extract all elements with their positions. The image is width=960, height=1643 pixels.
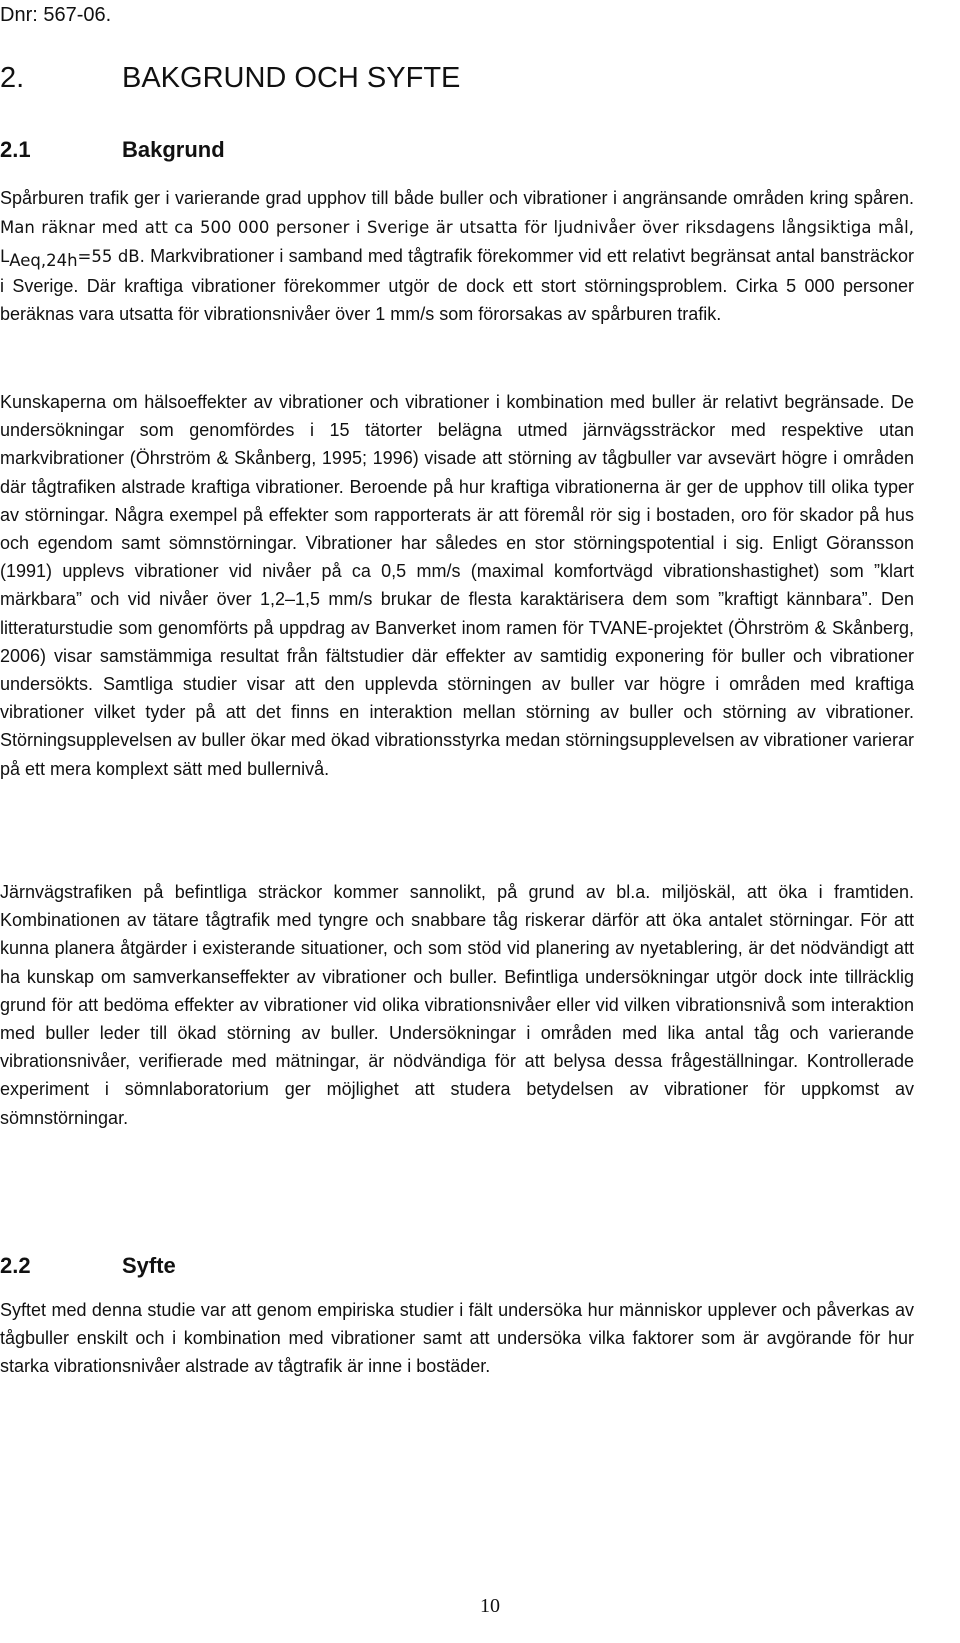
section-title: Syfte: [122, 1253, 176, 1278]
section-title: Bakgrund: [122, 137, 225, 162]
document-reference: Dnr: 567-06.: [0, 4, 112, 26]
section-number: 2.1: [0, 137, 31, 162]
chapter-number: 2.: [0, 62, 25, 94]
page-number: 10: [480, 1595, 500, 1617]
section-heading-purpose: [0, 1250, 920, 1282]
chapter-title: BAKGRUND OCH SYFTE: [122, 62, 461, 94]
paragraph-text: Spårburen trafik ger i varierande grad upphov till både buller och vibrationer i angränsande områden kring spåren.: [0, 188, 914, 208]
paragraph-background-1: [0, 184, 914, 328]
subscript-text: Aeq,24h: [9, 251, 78, 271]
section-heading-background: [0, 134, 920, 166]
paragraph-text: Markvibrationer i samband med tågtrafik förekommer vid ett relativt begränsat antal bansträckor i Sverige. Där kraftiga vibrationer förekommer utgör de dock ett stort störningsproblem. Cirka 5 000 personer beräknas vara utsatta för vibrationsnivåer över 1 mm/s som förorsakas av spårburen trafik.: [0, 246, 914, 324]
chapter-heading: [0, 56, 920, 100]
section-number: 2.2: [0, 1253, 31, 1278]
paragraph-text: =55 dB.: [77, 247, 145, 267]
paragraph-purpose-1: Syftet med denna studie var att genom empiriska studier i fält undersöka hur människor upplever och påverkas av tågbuller enskilt och i kombination med vibrationer samt att undersöka vilka faktorer som är avgörande för hur starka vibrationsnivåer alstrade av tågtrafik är inne i bostäder.: [0, 1300, 914, 1377]
paragraph-text: Man räknar med att ca 500 000 personer i Sverige är utsatta för ljudnivåer över riksdagens långsiktiga mål, L: [0, 218, 914, 267]
paragraph-background-2: Kunskaperna om hälsoeffekter av vibrationer och vibrationer i kombination med buller är relativt begränsade. De undersökningar som genomfördes i 15 tätorter belägna utmed järnvägssträckor med respektive utan markvibrationer (Öhrström & Skånberg, 1995; 1996) visade att störning av tågbuller var avsevärt högre i områden där tågtrafiken alstrade kraftiga vibrationer. Beroende på hur kraftiga vibrationerna är ger de upphov till olika typer av störningar. Några exempel på effekter som rapporterats är att föremål rör sig i bostaden, oro för skador på hus och egendom samt sömnstörningar. Vibrationer har således en stor störningspotential i sig. Enligt Göransson (1991) upplevs vibrationer vid nivåer på ca 0,5 mm/s (maximal komfortvägd vibrationshastighet) som ”klart märkbara” och vid nivåer över 1,2–1,5 mm/s brukar de flesta karaktärisera dem som ”kraftigt kännbara”. Den litteraturstudie som genomförts på uppdrag av Banverket inom ramen för TVANE-projektet (Öhrström & Skånberg, 2006) visar samstämmiga resultat från fältstudier där effekter av samtidig exponering för buller och vibrationer undersökts. Samtliga studier visar att den upplevda störningen av buller var högre i områden med kraftiga vibrationer vilket tyder på att det finns en interaktion mellan störning av buller och störning av vibrationer. Störningsupplevelsen av buller ökar med ökad vibrationsstyrka medan störningsupplevelsen av vibrationer varierar på ett mera komplext sätt med bullernivå.: [0, 392, 914, 779]
paragraph-background-3: Järnvägstrafiken på befintliga sträckor kommer sannolikt, på grund av bl.a. miljöskäl, att öka i framtiden. Kombinationen av tätare tågtrafik med tyngre och snabbare tåg riskerar därför att öka antalet störningar. För att kunna planera åtgärder i existerande situationer, och som stöd vid planering av nyetablering, är det nödvändigt att ha kunskap om samverkanseffekter av vibrationer och buller. Befintliga undersökningar utgör dock inte tillräcklig grund för att bedöma effekter av vibrationer vid olika vibrationsnivåer eller vid vilken vibrationsnivå som interaktion med buller leder till ökad störning av buller. Undersökningar i områden med lika antal tåg och varierande vibrationsnivåer, verifierade med mätningar, är nödvändiga för att belysa dessa frågeställningar. Kontrollerade experiment i sömnlaboratorium ger möjlighet att studera betydelsen av vibrationer för uppkomst av sömnstörningar.: [0, 882, 914, 1128]
